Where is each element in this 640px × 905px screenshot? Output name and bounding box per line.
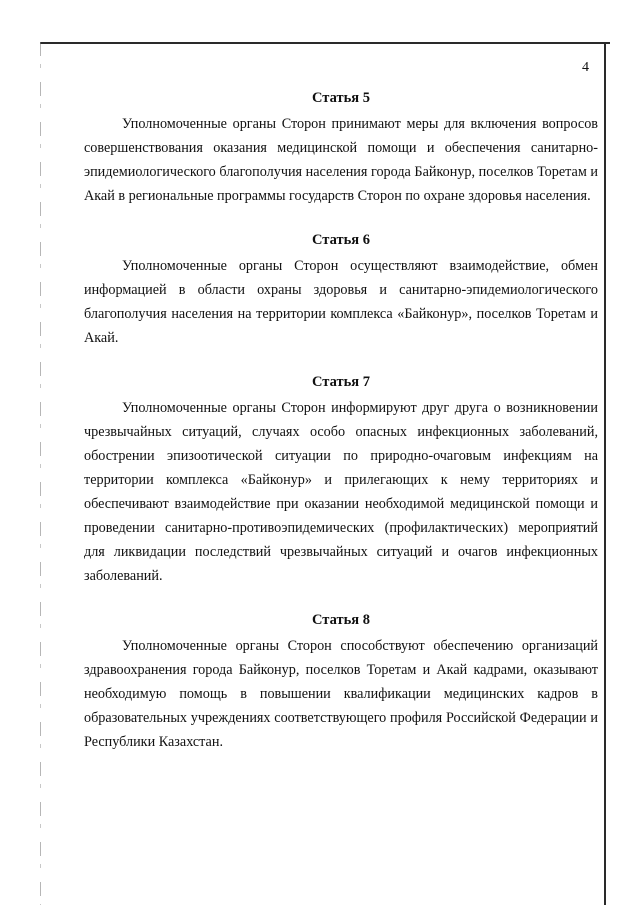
scan-edge-left xyxy=(40,42,41,905)
scan-edge-right xyxy=(604,42,606,905)
document-body xyxy=(84,88,598,754)
article-7-heading: Статья 7 xyxy=(312,374,370,390)
article-7 xyxy=(84,372,598,588)
article-5-text: Уполномоченные органы Сторон принимают меры для включения вопросов совершенствования оказания медицинской помощи и обеспечения санитарно-эпидемиологического благополучия населения города Байконур, поселков Торетам и Акай в региональные программы государств Сторон по охране здоровья населения. xyxy=(84,116,598,204)
page-number: 4 xyxy=(582,60,589,75)
article-7-text: Уполномоченные органы Сторон информируют друг друга о возникновении чрезвычайных ситуаций, случаях особо опасных инфекционных заболеваний, обострении эпизоотической ситуации по природно-очаговым инфекциям на территории комплекса «Байконур» и прилегающих к нему территориях и обеспечивают взаимодействие при оказании необходимой медицинской помощи и проведении санитарно-противоэпидемических (профилактических) мероприятий для ликвидации последствий чрезвычайных ситуаций и очагов инфекционных заболеваний. xyxy=(84,400,598,584)
scan-edge-top xyxy=(40,42,610,44)
article-8 xyxy=(84,610,598,754)
article-6 xyxy=(84,230,598,350)
article-8-text: Уполномоченные органы Сторон способствуют обеспечению организаций здравоохранения города Байконур, поселков Торетам и Акай кадрами, оказывают необходимую помощь в повышении квалификации медицинских кадров в образовательных учреждениях соответствующего профиля Российской Федерации и Республики Казахстан. xyxy=(84,638,598,750)
article-8-heading: Статья 8 xyxy=(312,612,370,628)
article-6-text: Уполномоченные органы Сторон осуществляют взаимодействие, обмен информацией в области охраны здоровья и санитарно-эпидемиологического благополучия населения на территории комплекса «Байконур», поселков Торетам и Акай. xyxy=(84,258,598,346)
article-5 xyxy=(84,88,598,208)
article-6-heading: Статья 6 xyxy=(312,232,370,248)
article-5-heading: Статья 5 xyxy=(312,90,370,106)
